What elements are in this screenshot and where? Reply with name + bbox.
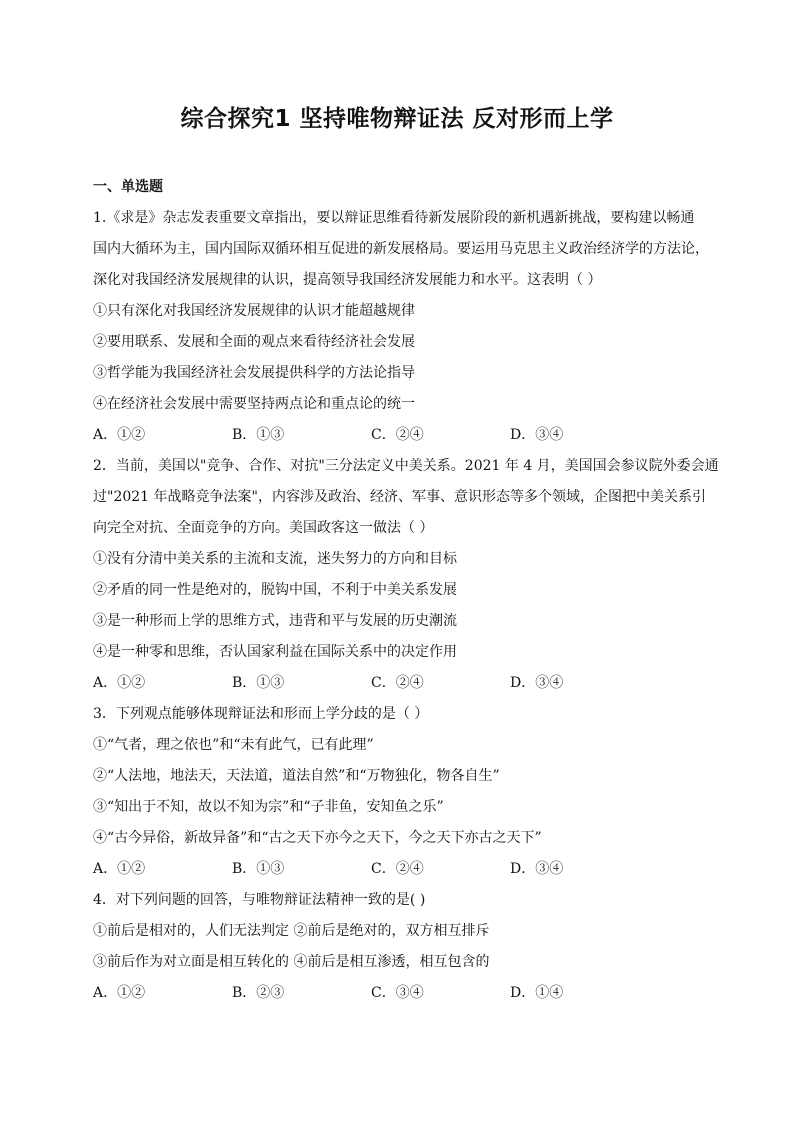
answer-options xyxy=(93,420,713,451)
page-title: 综合探究1 坚持唯物辩证法 反对形而上学 xyxy=(180,106,614,132)
answer-options xyxy=(93,668,713,699)
question-2 xyxy=(93,451,719,699)
statement-1: ①没有分清中美关系的主流和支流，迷失努力的方向和目标 xyxy=(93,551,457,567)
statement-row: ①前后是相对的，人们无法判定 ②前后是绝对的，双方相互排斥 xyxy=(93,923,490,939)
statement-2: ②要用联系、发展和全面的观点来看待经济社会发展 xyxy=(93,334,415,350)
option-d[interactable]: D．③④ xyxy=(510,675,564,691)
statement-4: ④在经济社会发展中需要坚持两点论和重点论的统一 xyxy=(93,396,415,412)
section-heading: 一、单选题 xyxy=(93,179,163,195)
question-stem-line: 2．当前，美国以"竞争、合作、对抗"三分法定义中美关系。2021 年 4 月，美国国会参议院外委会通 xyxy=(93,458,719,474)
question-1 xyxy=(93,203,713,451)
option-b[interactable]: B．①③ xyxy=(232,675,285,691)
statement-2: ②矛盾的同一性是绝对的，脱钩中国，不利于中美关系发展 xyxy=(93,582,457,598)
option-d[interactable]: D．③④ xyxy=(510,427,564,443)
question-stem-line: 4．对下列问题的回答，与唯物辩证法精神一致的是( ) xyxy=(93,892,426,908)
option-b[interactable]: B．②③ xyxy=(232,985,285,1001)
question-4 xyxy=(93,885,713,1009)
statement-1: ①只有深化对我国经济发展规律的认识才能超越规律 xyxy=(93,303,415,319)
option-a[interactable]: A．①② xyxy=(93,427,146,443)
option-a[interactable]: A．①② xyxy=(93,985,146,1001)
question-stem-line: 3．下列观点能够体现辩证法和形而上学分歧的是（ ） xyxy=(93,706,429,722)
option-c[interactable]: C．②④ xyxy=(371,861,424,877)
statement-4: ④是一种零和思维，否认国家利益在国际关系中的决定作用 xyxy=(93,644,457,660)
question-stem-line: 过"2021 年战略竞争法案"，内容涉及政治、经济、军事、意识形态等多个领域，企图把中美关系引 xyxy=(93,489,706,505)
question-stem-line: 深化对我国经济发展规律的认识，提高领导我国经济发展能力和水平。这表明（ ） xyxy=(93,272,602,288)
answer-options xyxy=(93,854,713,885)
option-a[interactable]: A．①② xyxy=(93,861,146,877)
question-stem-line: 1.《求是》杂志发表重要文章指出，要以辩证思维看待新发展阶段的新机遇新挑战，要构建以畅通 xyxy=(93,210,695,226)
statement-3: ③哲学能为我国经济社会发展提供科学的方法论指导 xyxy=(93,365,415,381)
statement-2: ②“人法地，地法天，天法道，道法自然”和“万物独化，物各自生” xyxy=(93,768,500,784)
option-c[interactable]: C．②④ xyxy=(371,427,424,443)
statement-1: ①“气者，理之依也”和“未有此气，已有此理” xyxy=(93,737,374,753)
option-d[interactable]: D．③④ xyxy=(510,861,564,877)
statement-4: ④“古今异俗，新故异备”和“古之天下亦今之天下，今之天下亦古之天下” xyxy=(93,830,542,846)
question-stem-line: 向完全对抗、全面竞争的方向。美国政客这一做法（ ） xyxy=(93,520,434,536)
statement-row: ③前后作为对立面是相互转化的 ④前后是相互渗透，相互包含的 xyxy=(93,954,490,970)
option-a[interactable]: A．①② xyxy=(93,675,146,691)
statement-3: ③“知出于不知，故以不知为宗”和“子非鱼，安知鱼之乐” xyxy=(93,799,444,815)
option-b[interactable]: B．①③ xyxy=(232,861,285,877)
question-list xyxy=(93,203,719,1009)
statement-3: ③是一种形而上学的思维方式，违背和平与发展的历史潮流 xyxy=(93,613,457,629)
option-d[interactable]: D．①④ xyxy=(510,985,564,1001)
option-c[interactable]: C．②④ xyxy=(371,675,424,691)
option-c[interactable]: C．③④ xyxy=(371,985,424,1001)
answer-options xyxy=(93,978,713,1009)
option-b[interactable]: B．①③ xyxy=(232,427,285,443)
question-3 xyxy=(93,699,713,885)
question-stem-line: 国内大循环为主，国内国际双循环相互促进的新发展格局。要运用马克思主义政治经济学的方法论， xyxy=(93,241,709,257)
